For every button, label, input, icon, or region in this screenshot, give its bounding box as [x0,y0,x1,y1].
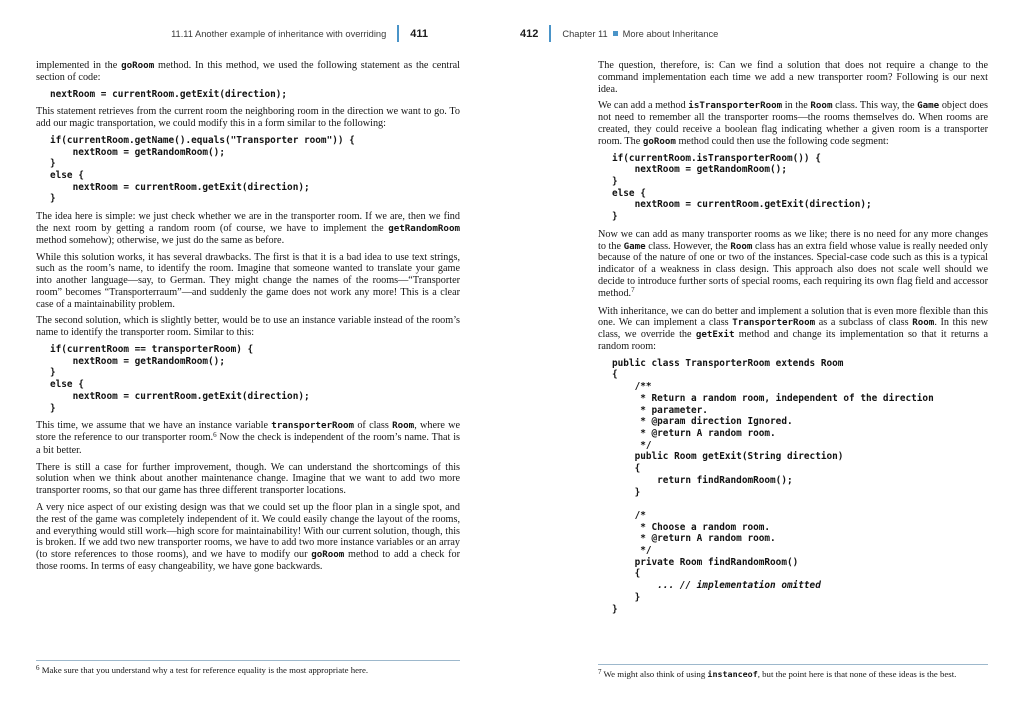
code-line: nextRoom = currentRoom.getExit(direction); [612,199,872,211]
paragraph [36,60,460,84]
text-run: There is still a case for further improvement, though. We can understand the shortcomings of this solution when we think about another maintenance change. Imagine that we want to add two more transporter rooms, so that our game has three different transporter locations. [36,461,460,497]
code-line: } [612,175,618,187]
text-run: class. However, the [645,240,731,252]
footnote-rule-left [36,660,460,661]
text-run: While this solution works, it has several drawbacks. The first is that it is a bad idea to use text strings, such as the room’s name, to identify the room. Imagine that someone wanted to translate your game into another language—say, to German. They might change the names of the rooms—“Transporter room” becomes “Transporterraum”—and suddenly the game does not work any more! This is a clear case of a maintainability problem. [36,251,460,310]
running-head-left [36,25,428,42]
text-run: method to add a check for those rooms. In terms of easy changeability, we have gone backwards. [36,549,460,573]
text-run: of class [354,420,393,432]
code-line: * Choose a random room. [612,521,771,533]
code-line: nextRoom = currentRoom.getExit(direction); [50,181,310,193]
paragraph [36,502,460,573]
code-line: * Return a random room, independent of the direction [612,392,934,404]
code-line: { [612,568,641,580]
paragraph [598,100,988,147]
text-run: Make sure that you understand why a test for reference equality is the most appropriate here. [39,665,369,675]
paragraph [36,106,460,130]
page-content-left [36,60,460,578]
footnote-area-left [36,660,460,677]
code-line: } [612,603,618,615]
footnote-6 [36,665,460,677]
footnote-7 [598,669,988,681]
inline-code: goRoom [642,135,676,147]
code-line: * @return A random room. [612,427,776,439]
code-line: * parameter. [612,404,708,416]
chapter-label: Chapter 11 [562,28,608,39]
text-run: in the [782,100,811,112]
chapter-title: More about Inheritance [622,28,719,39]
code-line: */ [612,439,652,451]
text-run: This statement retrieves from the current room the neighboring room in the direction we want to go. To add our magic transportation, we could modify this in a form similar to the following: [36,106,460,130]
running-head-right [520,25,718,42]
text-run: implemented in the [36,60,122,71]
code-line: return findRandomRoom(); [612,474,793,486]
paragraph [598,306,988,353]
text-run: as a subclass of class [815,317,913,329]
header-divider-right [549,25,551,42]
code-line: { [612,463,641,475]
section-title: 11.11 Another example of inheritance with overriding [171,28,387,39]
code-line: if(currentRoom.isTransporterRoom()) { [612,152,821,164]
text-run: Now the check is independent of the room’s name. That is a bit better. [36,432,461,456]
code-line: } [50,158,56,170]
code-line: */ [612,545,652,557]
inline-code: TransporterRoom [732,317,816,329]
code-line: nextRoom = currentRoom.getExit(direction); [50,390,310,402]
inline-code: Game [623,240,646,252]
footnote-ref: 7 [598,667,602,676]
text-run: . In this new class, we override the [598,317,988,341]
inline-code: Room [912,317,935,329]
code-line: } [612,591,641,603]
code-line: else { [50,379,84,391]
footnote-ref: 7 [631,286,635,295]
code-line: public class TransporterRoom extends Room [612,357,844,369]
text-run: The question, therefore, is: Can we find a solution that does not require a change to the command implementation each time we add a new transporter room? Following is our next idea. [598,60,988,95]
code-line: } [612,486,641,498]
code-line: if(currentRoom == transporterRoom) { [50,344,254,356]
text-run: The idea here is simple: we just check whether we are in the transporter room. If we are, then we find the next room by getting a random room (of course, we have to implement the [36,211,460,234]
code-line: } [50,367,56,379]
text-run: , but the point here is that none of these ideas is the best. [757,669,957,679]
code-line: ... // implementation omitted [612,580,821,592]
inline-code: goRoom [311,549,345,561]
code-line: /** [612,381,652,393]
paragraph [36,420,460,456]
code-line: } [50,193,56,205]
text-run: method somehow); otherwise, we just do the same as before. [36,234,285,246]
text-run: With inheritance, we can do better and implement a solution that is even more flexible than this one. We can implement a class [598,305,988,329]
page-number-412: 412 [520,27,539,40]
inline-code: goRoom [121,60,155,71]
code-line: if(currentRoom.getName().equals("Transporter room")) { [50,134,355,146]
inline-code: Game [917,100,940,112]
square-bullet-icon [613,31,618,36]
paragraph [36,315,460,339]
code-line [612,498,988,510]
code-line: nextRoom = currentRoom.getExit(direction); [50,88,288,100]
code-block [612,358,988,615]
code-line: else { [50,170,84,181]
code-block [50,135,460,205]
inline-code: instanceof [707,669,758,679]
code-line: } [612,211,618,223]
paragraph [598,60,988,95]
code-line: public Room getExit(String direction) [612,451,844,463]
text-run: The second solution, which is slightly better, would be to use an instance variable instead of the room’s name to identify the transporter room. Similar to this: [36,315,460,339]
text-run: This time, we assume that we have an instance variable [36,420,272,432]
page-content-right [598,60,988,621]
header-divider-left [397,25,399,42]
code-line: } [50,402,56,414]
text-run: , where we store the reference to our transporter room. [36,420,460,444]
text-run: class has an extra field whose value is really needed only because of the nature of one or two of the instances. Special-case code such as this is a typical indicator of a weakness in class design. This approach also does not scale well should we decide to introduce further sorts of special rooms, each requiring its own flag field and accessor method. [598,240,988,299]
code-block [50,89,460,101]
code-line: /* [612,509,646,521]
code-block [50,344,460,414]
code-line: { [612,369,618,381]
paragraph [36,211,460,246]
inline-code: Room [730,240,753,252]
footnote-ref: 6 [213,430,217,439]
text-run: A very nice aspect of our existing design was that we could set up the floor plan in a single spot, and the rest of the game was completely independent of it. We could easily change the layout of the rooms, and everything would still work—high score for maintainability! With our current solution, though, this is broken. If we add two new transporter rooms, we have to add two more instance variables or an array (to store references to those rooms), and we have to modify our [36,502,460,561]
code-block [612,153,988,223]
paragraph [36,462,460,497]
code-line: nextRoom = getRandomRoom(); [50,355,225,367]
text-run: Now we can add as many transporter rooms as we like; there is no need for any more changes to the [598,228,988,252]
text-run: We can add a method [598,100,689,112]
code-line: private Room findRandomRoom() [612,556,799,568]
code-line: else { [612,187,646,199]
inline-code: getRandomRoom [388,222,460,234]
footnote-ref: 6 [36,663,40,672]
paragraph [598,229,988,301]
page-number-411: 411 [410,27,428,40]
footnote-rule-right [598,664,988,665]
footnote-area-right [598,664,988,681]
text-run: method and change its implementation so that it returns a random room: [598,329,988,352]
paragraph [36,252,460,311]
inline-code: isTransporterRoom [688,100,783,112]
text-run: method could then use the following code segment: [675,135,889,147]
inline-code: transporterRoom [271,420,355,432]
code-line: * @return A random room. [612,533,776,545]
inline-code: Room [392,420,415,432]
code-line: nextRoom = getRandomRoom(); [612,164,787,176]
text-run: class. This way, the [832,100,918,112]
text-run: We might also think of using [601,669,708,679]
code-line: * @param direction Ignored. [612,416,793,428]
code-line: nextRoom = getRandomRoom(); [50,146,225,158]
text-run: method. In this method, we used the following statement as the central section of code: [36,60,460,83]
text-run: object does not need to remember all the transporter rooms—the rooms themselves do. When rooms are created, they could receive a boolean flag indicating whether a given room is a transporter room. The [598,100,988,147]
inline-code: Room [810,100,833,112]
inline-code: getExit [695,329,735,341]
